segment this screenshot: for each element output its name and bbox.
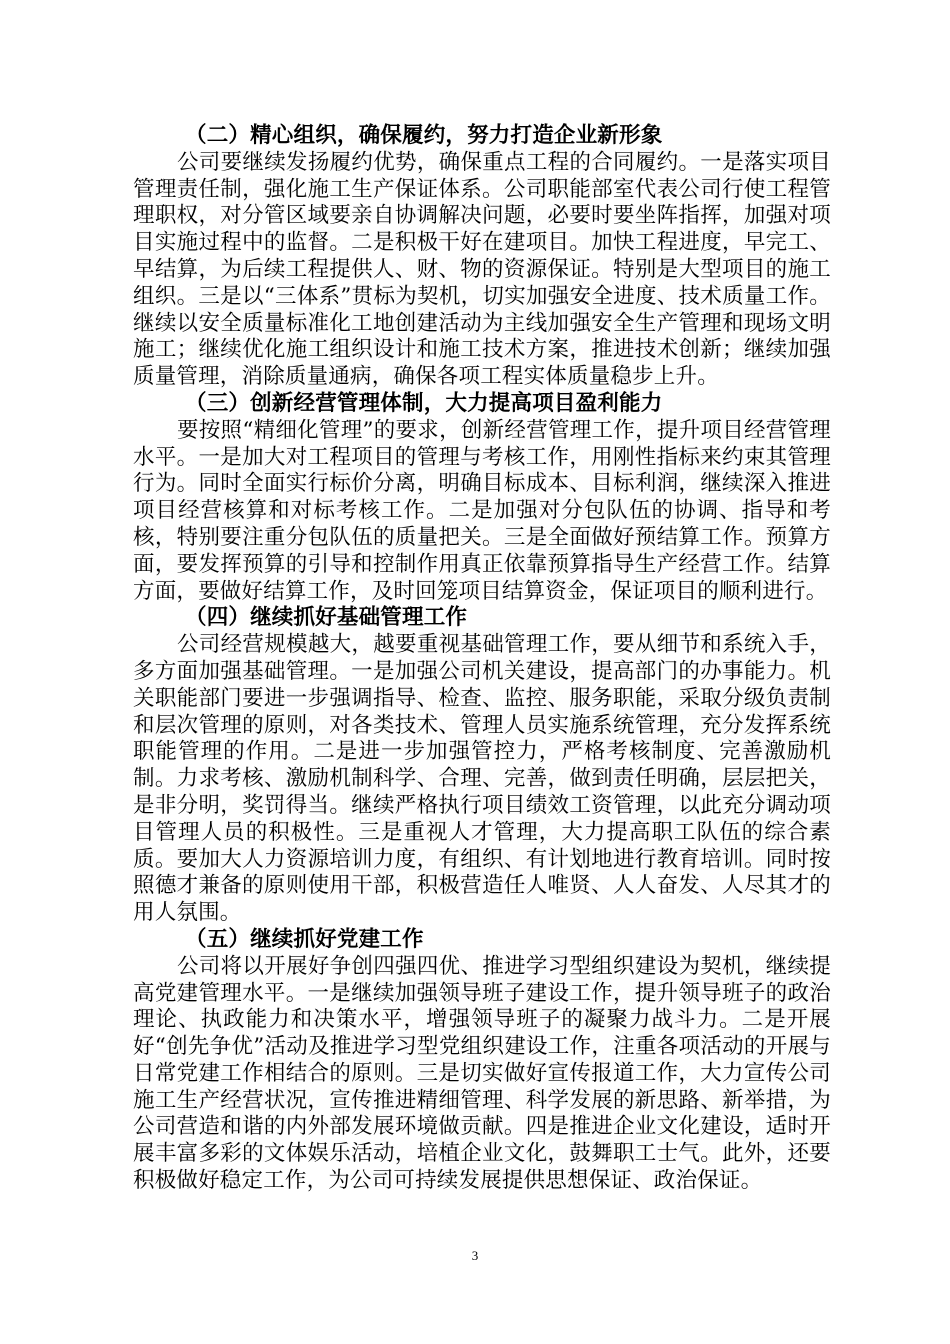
section-heading-4: （四）继续抓好基础管理工作 xyxy=(185,605,468,631)
document-body xyxy=(133,123,831,1195)
section-paragraph-5: 公司将以开展好争创四强四优、推进学习型组织建设为契机，继续提高党建管理水平。一是继续加强领导班子建设工作，提升领导班子的政治理论、执政能力和决策水平，增强领导班子的凝聚力战斗力。二是开展好“创先争优”活动及推进学习型党组织建设工作，注重各项活动的开展与日常党建工作相结合的原则。三是切实做好宣传报道工作，大力宣传公司施工生产经营状况，宣传推进精细管理、科学发展的新思路、新举措，为公司营造和谐的内外部发展环境做贡献。四是推进企业文化建设，适时开展丰富多彩的文体娱乐活动，培植企业文化，鼓舞职工士气。此外，还要积极做好稳定工作，为公司可持续发展提供思想保证、政治保证。 xyxy=(133,953,831,1194)
section-heading-2: （二）精心组织，确保履约，努力打造企业新形象 xyxy=(185,123,663,148)
section-heading-3: （三）创新经营管理体制，大力提高项目盈利能力 xyxy=(185,390,663,416)
section-heading-5: （五）继续抓好党建工作 xyxy=(185,926,424,952)
section-paragraph-4: 公司经营规模越大，越要重视基础管理工作，要从细节和系统入手，多方面加强基础管理。一是加强公司机关建设，提高部门的办事能力。机关职能部门要进一步强调指导、检查、监控、服务职能，采取分级负责制和层次管理的原则，对各类技术、管理人员实施系统管理，充分发挥系统职能管理的作用。二是进一步加强管控力，严格考核制度、完善激励机制。力求考核、激励机制科学、合理、完善，做到责任明确，层层把关，是非分明，奖罚得当。继续严格执行项目绩效工资管理，以此充分调动项目管理人员的积极性。三是重视人才管理，大力提高职工队伍的综合素质。要加大人力资源培训力度，有组织、有计划地进行教育培训。同时按照德才兼备的原则使用干部，积极营造任人唯贤、人人奋发、人尽其才的用人氛围。 xyxy=(133,632,831,926)
section-paragraph-3: 要按照“精细化管理”的要求，创新经营管理工作，提升项目经营管理水平。一是加大对工程项目的管理与考核工作，用刚性指标来约束其管理行为。同时全面实行标价分离，明确目标成本、目标利润，继续深入推进项目经营核算和对标考核工作。二是加强对分包队伍的协调、指导和考核，特别要注重分包队伍的质量把关。三是全面做好预结算工作。预算方面，要发挥预算的引导和控制作用真正依靠预算指导生产经营工作。结算方面，要做好结算工作，及时回笼项目结算资金，保证项目的顺利进行。 xyxy=(133,417,831,604)
page-number: 3 xyxy=(471,1248,479,1263)
section-paragraph-2: 公司要继续发扬履约优势，确保重点工程的合同履约。一是落实项目管理责任制，强化施工生产保证体系。公司职能部室代表公司行使工程管理职权，对分管区域要亲自协调解决问题，必要时要坐阵指挥，加强对项目实施过程中的监督。二是积极干好在建项目。加快工程进度，早完工、早结算，为后续工程提供人、财、物的资源保证。特别是大型项目的施工组织。三是以“三体系”贯标为契机，切实加强安全进度、技术质量工作。继续以安全质量标准化工地创建活动为主线加强安全生产管理和现场文明施工；继续优化施工组织设计和施工技术方案，推进技术创新；继续加强质量管理，消除质量通病，确保各项工程实体质量稳步上升。 xyxy=(133,149,831,390)
